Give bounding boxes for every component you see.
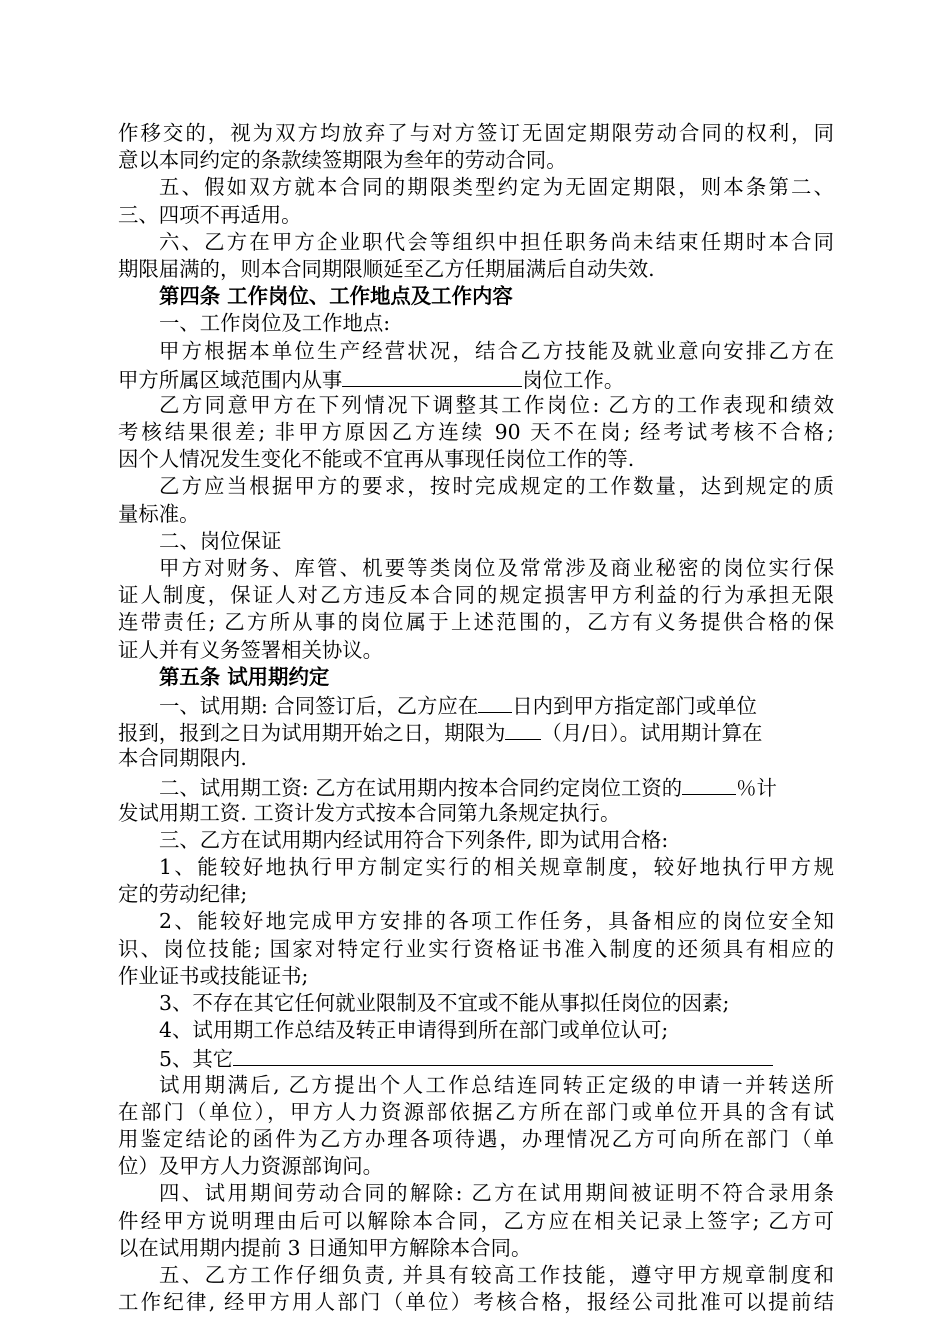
text-line: [118, 1044, 834, 1071]
text-line: 一、工作岗位及工作地点:: [159, 311, 391, 336]
text-line: 五、假如双方就本合同的期限类型约定为无固定期限，则本条第二、: [159, 175, 834, 200]
text-segment: （月/日）。试用期计算在: [541, 721, 763, 746]
text-line: 量标准。: [118, 501, 200, 526]
text-segment: 日内到甲方指定部门或单位: [512, 693, 757, 718]
text-line: 定的劳动纪律;: [118, 882, 248, 907]
text-segment: 甲方所属区域范围内从事: [118, 367, 343, 392]
section-heading: 第四条 工作岗位、工作地点及工作内容: [159, 284, 513, 309]
text-line: 甲方根据本单位生产经营状况，结合乙方技能及就业意向安排乙方在: [159, 338, 834, 363]
text-line: 用鉴定结论的函件为乙方办理各项待遇，办理情况乙方可向所在部门（单: [118, 1126, 834, 1151]
text-line: 意以本同约定的条款续签期限为叁年的劳动合同。: [118, 148, 567, 173]
text-line: 工作纪律, 经甲方用人部门（单位）考核合格，报经公司批准可以提前结: [118, 1290, 834, 1315]
text-line: 六、乙方在甲方企业职代会等组织中担任职务尚未结束任期时本合同: [159, 229, 834, 254]
text-line: 位）及甲方人力资源部询问。: [118, 1154, 384, 1179]
text-line: 作业证书或技能证书;: [118, 963, 309, 988]
text-line: [118, 365, 834, 392]
text-line: 试用期满后, 乙方提出个人工作总结连同转正定级的申请一并转送所: [159, 1072, 834, 1097]
fill-in-blank: [233, 1044, 773, 1066]
fill-in-blank: [505, 718, 541, 740]
text-line: 4、试用期工作总结及转正申请得到所在部门或单位认可;: [159, 1018, 669, 1043]
text-line: 三、四项不再适用。: [118, 202, 302, 227]
text-line: 件经甲方说明理由后可以解除本合同，乙方应在相关记录上签字; 乙方可: [118, 1208, 834, 1233]
text-segment: 5、其它: [159, 1047, 234, 1072]
text-line: [118, 691, 834, 718]
text-segment: 报到，报到之日为试用期开始之日，期限为: [118, 721, 506, 746]
text-segment: 二、试用期工资: 乙方在试用期内按本合同约定岗位工资的: [159, 775, 683, 800]
fill-in-blank: [478, 691, 512, 713]
text-line: 本合同期限内.: [118, 746, 247, 771]
text-segment: 岗位工作。: [522, 367, 625, 392]
text-line: 证人制度，保证人对乙方违反本合同的规定损害甲方利益的行为承担无限: [118, 583, 834, 608]
text-line: 1、能较好地执行甲方制定实行的相关规章制度，较好地执行甲方规: [159, 855, 834, 880]
text-line: 因个人情况发生变化不能或不宜再从事现任岗位工作的等.: [118, 447, 635, 472]
text-line: 二、岗位保证: [159, 528, 282, 553]
text-line: 识、岗位技能; 国家对特定行业实行资格证书准入制度的还须具有相应的: [118, 936, 834, 961]
text-line: 五、乙方工作仔细负责, 并具有较高工作技能，遵守甲方规章制度和: [159, 1262, 834, 1287]
text-line: 期限届满的，则本合同期限顺延至乙方任期届满后自动失效.: [118, 256, 655, 281]
text-line: 乙方应当根据甲方的要求，按时完成规定的工作数量，达到规定的质: [159, 474, 834, 499]
text-line: 四、试用期间劳动合同的解除: 乙方在试用期间被证明不符合录用条: [159, 1181, 834, 1206]
text-line: 乙方同意甲方在下列情况下调整其工作岗位: 乙方的工作表现和绩效: [159, 392, 834, 417]
text-line: 3、不存在其它任何就业限制及不宜或不能从事拟任岗位的因素;: [159, 991, 730, 1015]
text-line: 连带责任; 乙方所从事的岗位属于上述范围的，乙方有义务提供合格的保: [118, 610, 834, 635]
text-line: [118, 718, 834, 745]
section-heading: 第五条 试用期约定: [159, 664, 330, 689]
text-line: 作移交的，视为双方均放弃了与对方签订无固定期限劳动合同的权利，同: [118, 121, 834, 145]
fill-in-blank: [342, 365, 522, 387]
text-line: 甲方对财务、库管、机要等类岗位及常常涉及商业秘密的岗位实行保: [159, 556, 834, 580]
text-segment: ％计: [736, 775, 777, 800]
text-line: 2、能较好地完成甲方安排的各项工作任务，具备相应的岗位安全知: [159, 909, 834, 934]
text-line: 在部门（单位），甲方人力资源部依据乙方所在部门或单位开具的含有试: [118, 1099, 834, 1124]
text-line: 以在试用期内提前 3 日通知甲方解除本合同。: [118, 1235, 532, 1260]
text-segment: 一、试用期: 合同签订后，乙方应在: [159, 693, 479, 718]
text-line: 考核结果很差; 非甲方原因乙方连续 90 天不在岗; 经考试考核不合格;: [118, 420, 834, 445]
text-line: 证人并有义务签署相关协议。: [118, 637, 384, 662]
text-line: 发试用期工资. 工资计发方式按本合同第九条规定执行。: [118, 800, 621, 825]
fill-in-blank: [682, 773, 736, 795]
text-line: 三、乙方在试用期内经试用符合下列条件, 即为试用合格:: [159, 827, 669, 852]
text-line: [118, 773, 834, 800]
document-page: [118, 120, 834, 1316]
